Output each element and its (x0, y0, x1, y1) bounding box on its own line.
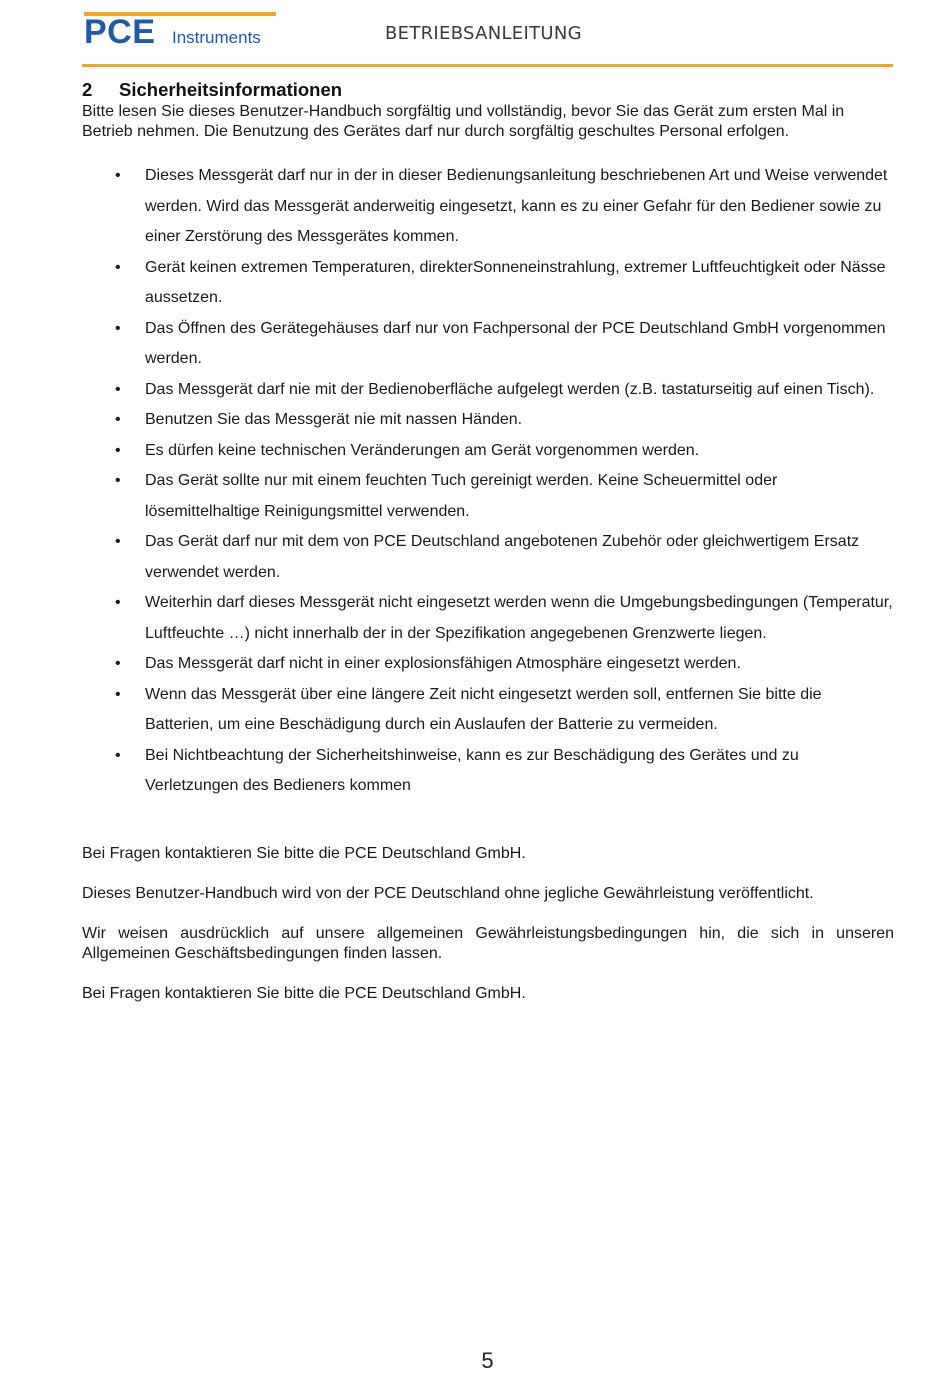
page-number: 5 (481, 1348, 494, 1373)
list-item-text: Wenn das Messgerät über eine längere Zeit nicht eingesetzt werden soll, entfernen Sie bitte die Batterien, um eine Beschädigung durch ein Auslaufen der Batterie zu vermeiden. (145, 685, 822, 733)
list-item (82, 253, 894, 314)
warranty-paragraph: Wir weisen ausdrücklich auf unsere allgemeinen Gewährleistungsbedingungen hin, die sich in unseren Allgemeinen Geschäftsbedingungen finden lassen. (82, 924, 894, 962)
list-item-text: Das Messgerät darf nicht in einer explosionsfähigen Atmosphäre eingesetzt werden. (145, 655, 741, 672)
list-item (82, 314, 894, 375)
bullet-icon: • (115, 472, 121, 489)
list-item (82, 588, 894, 649)
list-item (82, 680, 894, 741)
contact-paragraph: Bei Fragen kontaktieren Sie bitte die PCE Deutschland GmbH. (82, 844, 526, 862)
list-item-text: Dieses Messgerät darf nur in der in dieser Bedienungsanleitung beschriebenen Art und Weise verwendet werden. Wird das Messgerät anderweitig eingesetzt, kann es zu einer Gefahr für den Bediener sowie zu einer Zerstörung des Messgerätes kommen. (145, 167, 888, 245)
page-header (0, 0, 950, 70)
list-item (82, 741, 894, 802)
list-item-text: Benutzen Sie das Messgerät nie mit nassen Händen. (145, 411, 523, 428)
list-item (82, 161, 894, 253)
page-content (82, 78, 894, 1004)
bullet-icon: • (115, 380, 121, 398)
logo-brand: PCE (84, 13, 156, 51)
bullet-icon: • (115, 411, 121, 428)
contact-paragraph-repeat: Bei Fragen kontaktieren Sie bitte die PCE Deutschland GmbH. (82, 984, 526, 1002)
list-item (82, 527, 894, 588)
list-item-text: Das Gerät sollte nur mit einem feuchten Tuch gereinigt werden. Keine Scheuermittel oder lösemittelhaltige Reinigungsmittel verwenden. (145, 472, 778, 520)
bullet-icon: • (115, 258, 121, 276)
bullet-icon: • (115, 594, 121, 611)
bullet-icon: • (115, 685, 121, 703)
list-item (82, 436, 894, 467)
section-title: Sicherheitsinformationen (119, 79, 343, 100)
section-heading (82, 78, 894, 102)
list-item (82, 466, 894, 527)
safety-list (82, 161, 894, 802)
list-item-text: Das Gerät darf nur mit dem von PCE Deutschland angebotenen Zubehör oder gleichwertigem Ersatz verwendet werden. (145, 533, 860, 581)
bullet-icon: • (115, 167, 121, 184)
list-item-text: Bei Nichtbeachtung der Sicherheitshinweise, kann es zur Beschädigung des Gerätes und zu Verletzungen des Bedieners kommen (145, 746, 799, 794)
document-title: BETRIEBSANLEITUNG (385, 23, 582, 44)
list-item (82, 375, 894, 406)
bullet-icon: • (115, 533, 121, 550)
list-item-text: Das Messgerät darf nie mit der Bedienoberfläche aufgelegt werden (z.B. tastaturseitig auf einen Tisch). (145, 380, 875, 398)
intro-paragraph: Bitte lesen Sie dieses Benutzer-Handbuch sorgfältig und vollständig, bevor Sie das Gerät zum ersten Mal in Betrieb nehmen. Die Benutzung des Gerätes darf nur durch sorgfältig geschultes Personal erfolgen. (82, 103, 845, 140)
bullet-icon: • (115, 441, 121, 459)
bullet-icon: • (115, 746, 121, 764)
disclaimer-paragraph: Dieses Benutzer-Handbuch wird von der PCE Deutschland ohne jegliche Gewährleistung veröffentlicht. (82, 884, 814, 902)
list-item-text: Das Öffnen des Gerätegehäuses darf nur von Fachpersonal der PCE Deutschland GmbH vorgenommen werden. (145, 319, 886, 367)
list-item-text: Weiterhin darf dieses Messgerät nicht eingesetzt werden wenn die Umgebungsbedingungen (Temperatur, Luftfeuchte …) nicht innerhalb der in der Spezifikation angegebenen Grenzwerte liegen. (145, 594, 893, 642)
list-item (82, 405, 894, 436)
list-item-text: Es dürfen keine technischen Veränderungen am Gerät vorgenommen werden. (145, 441, 700, 459)
list-item-text: Gerät keinen extremen Temperaturen, direkterSonneneinstrahlung, extremer Luftfeuchtigkeit oder Nässe aussetzen. (145, 258, 886, 306)
section-number: 2 (82, 79, 93, 100)
header-divider (82, 64, 893, 67)
bullet-icon: • (115, 655, 121, 672)
bullet-icon: • (115, 319, 121, 337)
list-item (82, 649, 894, 680)
logo-subtitle: Instruments (172, 28, 261, 47)
